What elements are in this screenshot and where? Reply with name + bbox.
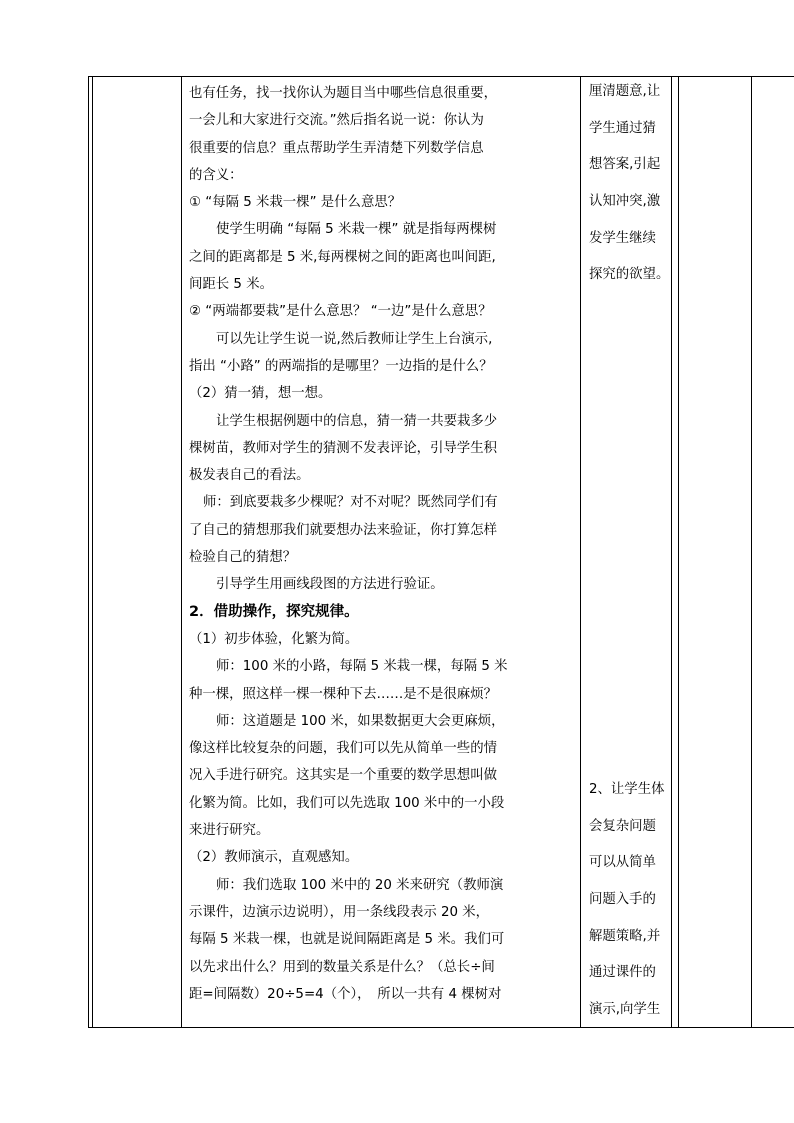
text-line: 种一棵，照这样一棵一棵种下去……是不是很麻烦？ xyxy=(189,686,497,702)
side-note-line: 会复杂问题 xyxy=(589,818,656,834)
side-note-line: 发学生继续 xyxy=(589,230,656,246)
text-line: 像这样比较复杂的问题，我们可以先从简单一些的情 xyxy=(189,741,497,757)
column-divider-2 xyxy=(580,76,581,1028)
text-line: 师：我们选取 100 米中的 20 米来研究（教师演 xyxy=(216,877,504,893)
text-line: ① “每隔 5 米栽一棵” 是什么意思？ xyxy=(189,195,402,211)
text-line: ② “两端都要栽”是什么意思？ “一边”是什么意思？ xyxy=(189,304,492,320)
text-line: 之间的距离都是 5 米,每两棵树之间的距离也叫间距, xyxy=(189,249,496,265)
side-note-line: 演示,向学生 xyxy=(589,1002,661,1018)
text-line: 很重要的信息？重点帮助学生弄清楚下列数学信息 xyxy=(189,140,484,156)
text-line: （1）初步体验，化繁为简。 xyxy=(189,631,359,647)
text-line: 每隔 5 米栽一棵，也就是说间隔距离是 5 米。我们可 xyxy=(189,932,505,948)
text-line: 了自己的猜想那我们就要想办法来验证，你打算怎样 xyxy=(189,522,497,538)
text-line: 师：这道题是 100 米，如果数据更大会更麻烦， xyxy=(216,713,505,729)
text-line: 可以先让学生说一说,然后教师让学生上台演示, xyxy=(216,331,493,347)
side-note-line: 2、让学生体 xyxy=(589,782,665,797)
side-note-line: 认知冲突,激 xyxy=(589,194,661,210)
text-line: 也有任务，找一找你认为题目当中哪些信息很重要， xyxy=(189,86,497,101)
column-divider-4 xyxy=(678,76,679,1028)
table-bottom-border xyxy=(88,1027,794,1028)
text-line: 指出 “小路” 的两端指的是哪里？一边指的是什么？ xyxy=(189,358,493,374)
text-line: （2）猜一猜，想一想。 xyxy=(189,386,332,402)
side-note-line: 想答案,引起 xyxy=(589,157,661,173)
side-note-line: 问题入手的 xyxy=(589,892,656,908)
text-line: 使学生明确 “每隔 5 米栽一棵” 就是指每两棵树 xyxy=(216,222,497,238)
text-line: 检验自己的猜想？ xyxy=(189,550,297,566)
text-line: 以先求出什么？用到的数量关系是什么？（总长÷间 xyxy=(189,959,495,975)
side-note-line: 学生通过猜 xyxy=(589,120,656,136)
side-note-line: 探究的欲望。 xyxy=(589,267,670,283)
text-line: 引导学生用画线段图的方法进行验证。 xyxy=(216,577,444,593)
text-line: 师：到底要栽多少棵呢？对不对呢？既然同学们有 xyxy=(203,495,498,511)
text-line: 的含义： xyxy=(189,167,243,183)
text-line: 极发表自己的看法。 xyxy=(189,468,310,484)
column-divider-1 xyxy=(181,76,182,1028)
text-line: （2）教师演示，直观感知。 xyxy=(189,850,359,866)
text-line: 间距长 5 米。 xyxy=(189,277,273,293)
design-intent-bottom xyxy=(589,772,675,1029)
teaching-process-column xyxy=(189,80,577,1008)
text-line: 来进行研究。 xyxy=(189,823,270,839)
column-divider-5 xyxy=(751,76,752,1028)
text-line: 棵树苗，教师对学生的猜测不发表评论，引导学生积 xyxy=(189,440,497,456)
text-line: 2．借助操作，探究规律。 xyxy=(189,603,359,620)
text-line: 师：100 米的小路，每隔 5 米栽一棵，每隔 5 米 xyxy=(216,659,508,675)
text-line: 示课件，边演示边说明），用一条线段表示 20 米， xyxy=(189,904,490,920)
text-line: 距=间隔数）20÷5=4（个）， 所以一共有 4 棵树对 xyxy=(189,986,502,1002)
side-note-line: 厘清题意,让 xyxy=(589,84,661,99)
table-left-border xyxy=(88,76,89,1028)
design-intent-top xyxy=(589,74,675,294)
text-line: 况入手进行研究。这其实是一个重要的数学思想叫做 xyxy=(189,768,497,784)
side-note-line: 解题策略,并 xyxy=(589,928,661,944)
text-line: 一会儿和大家进行交流。”然后指名说一说：你认为 xyxy=(189,113,484,129)
table-left-double-border xyxy=(92,76,93,1028)
side-note-line: 可以从简单 xyxy=(589,855,656,871)
text-line: 化繁为简。比如，我们可以先选取 100 米中的一小段 xyxy=(189,795,505,811)
text-line: 让学生根据例题中的信息，猜一猜一共要栽多少 xyxy=(216,413,498,429)
table-top-border xyxy=(88,76,794,77)
side-note-line: 通过课件的 xyxy=(589,965,656,981)
